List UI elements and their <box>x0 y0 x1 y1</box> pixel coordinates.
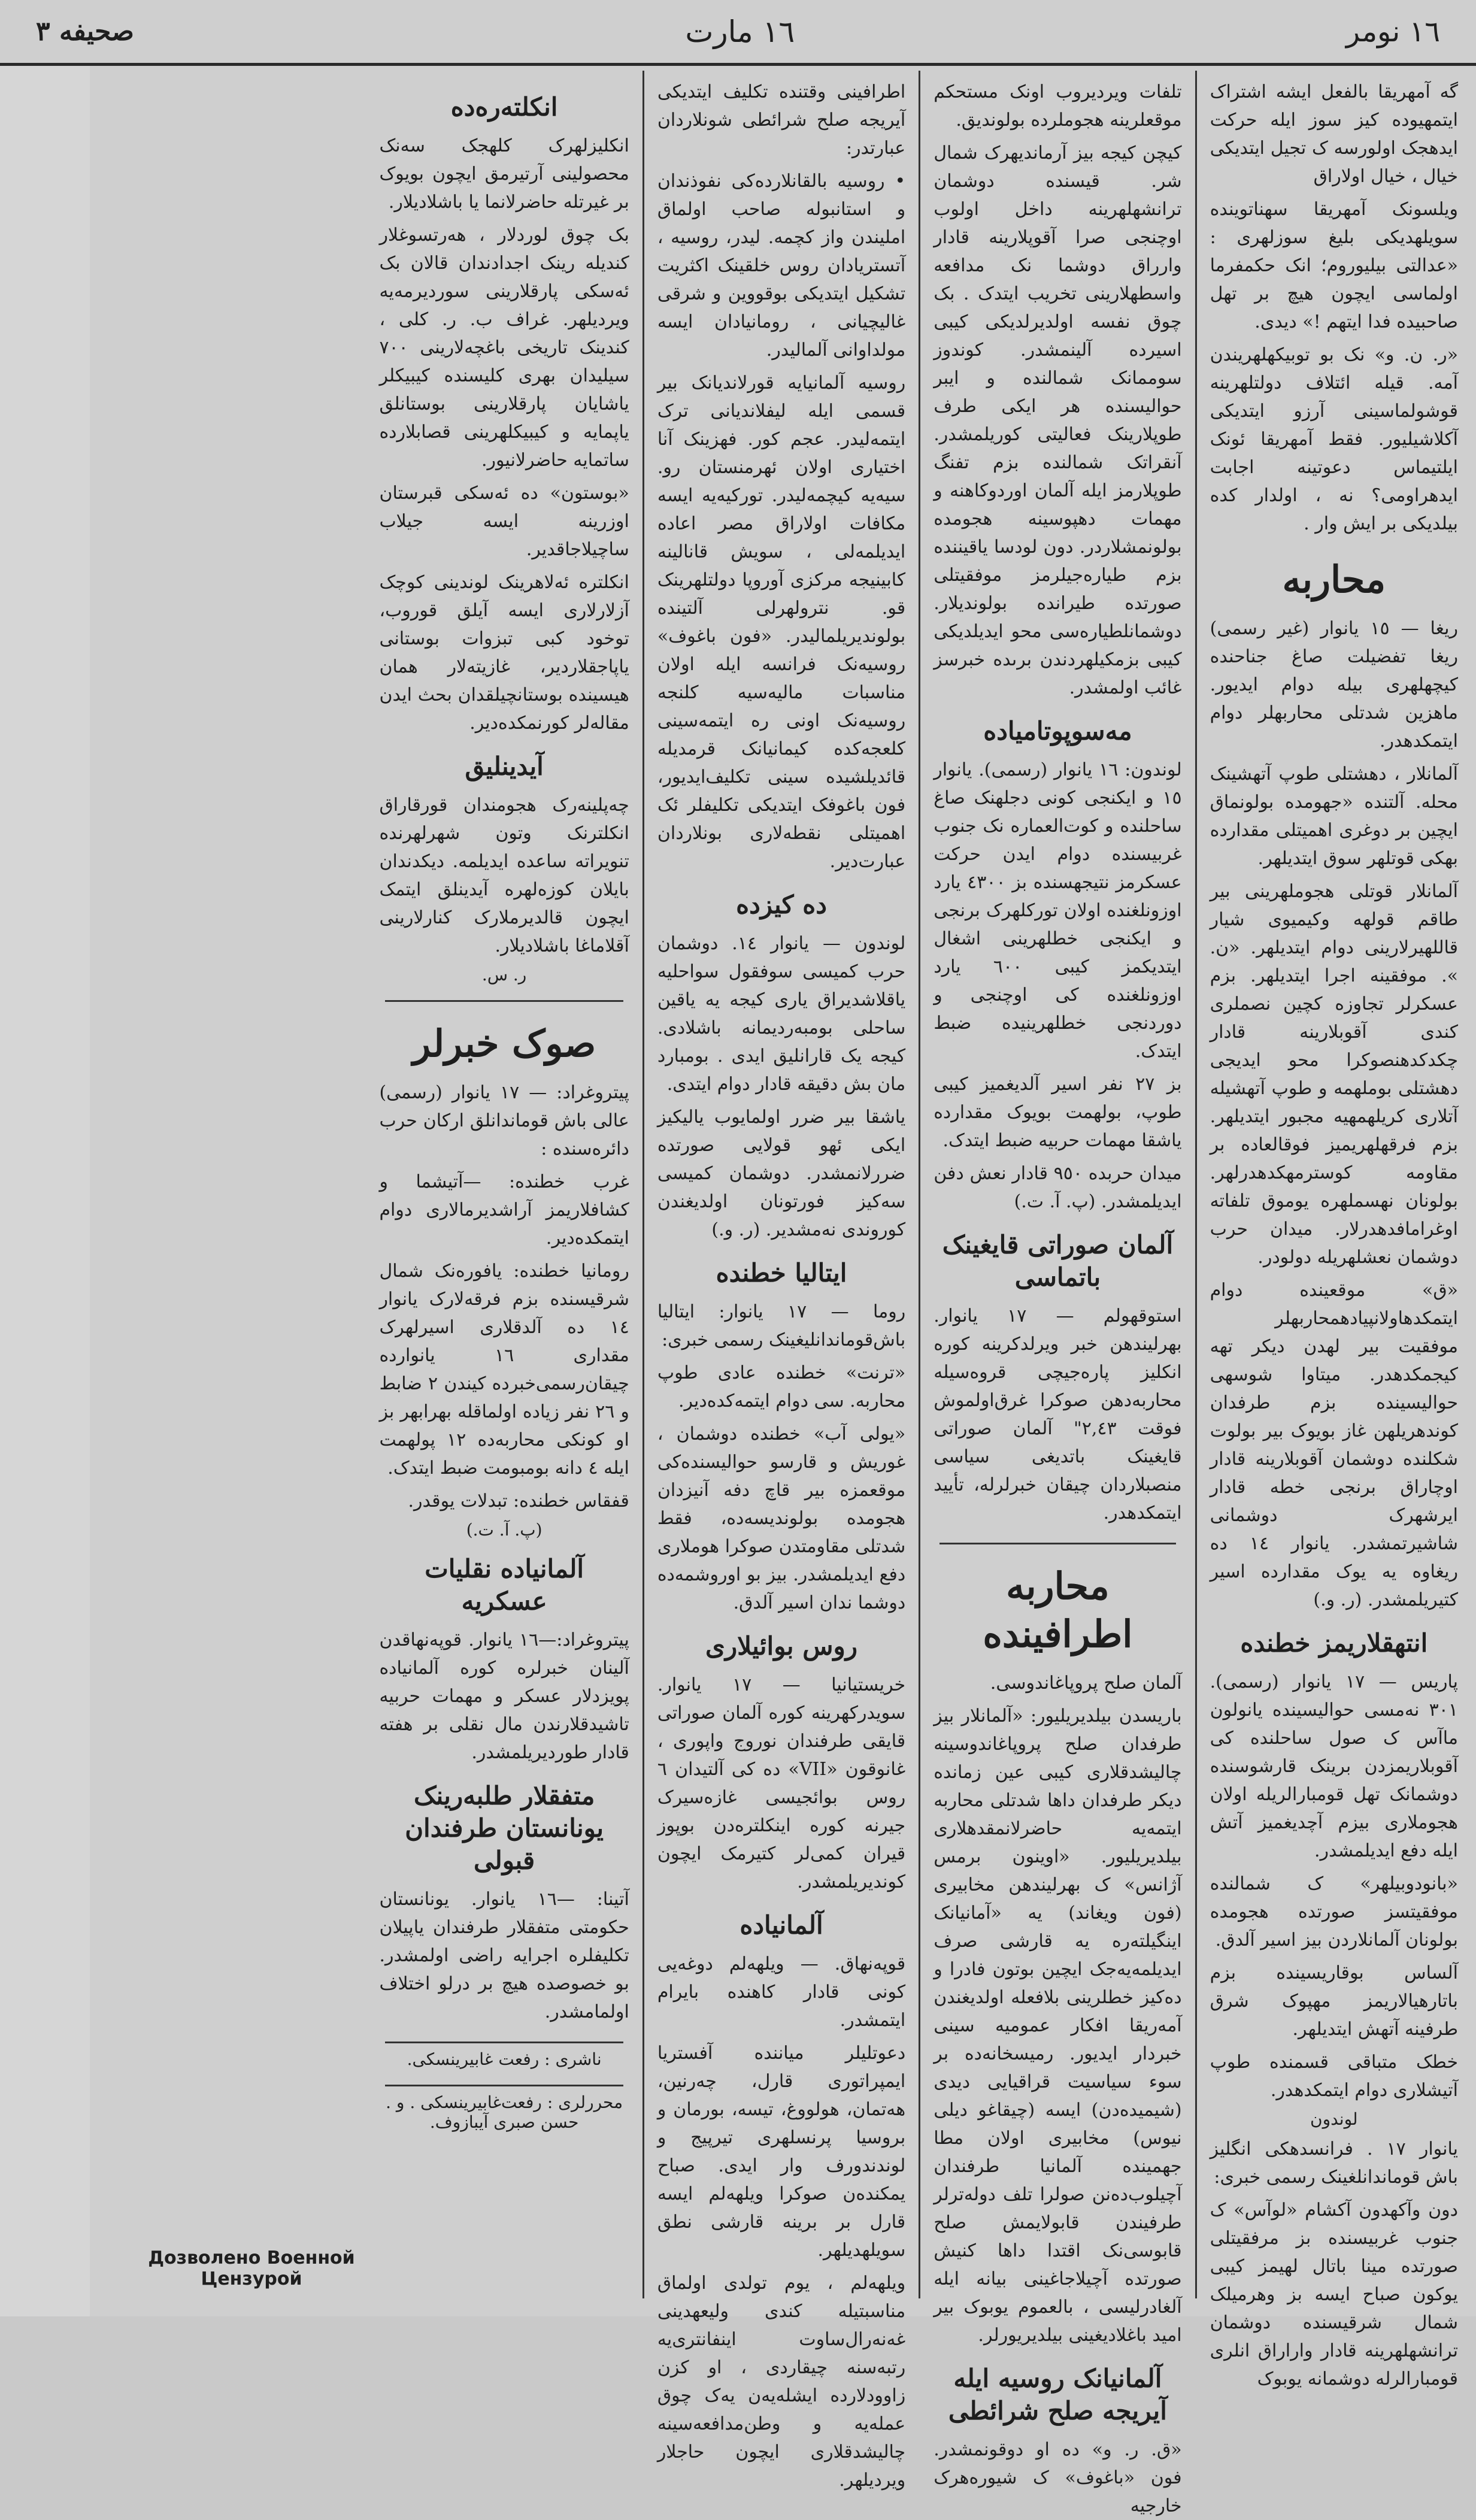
paragraph: باریسدن بیلدیریلیور: «آلمانلار بیز طرفدان صلح پروپاغاندوسینه چالیشدقلاری کیبی عین زمانده دیکر طرفدان داها شدتلی محاربه ایتمه‌یه حاضرلانمقدهلاری بیلدیریلیور. «اوینون برمس آژانس» ک بهرلیندهن مخابیری (فون ویغاند) یه «آمانیانک اینگیلته‌ره یه قارشی صرف ایدیلمه‌یه‌جک ایچین بوتون فادرا و ده‌کیز خطلرینی بلافعله اولدیغندن آمه‌ریقا افکار عمومیه سینی خبردار ایدیور. رمیسخانه‌ده بر سوء سیاسیت قراقیایی دیدی (شیمیده‌دن) ایسه (چیقاغو دیلی نیوس) مخابیری اولان مطا جهمینده آلمانیا طرفندان آچیلوب‌ده‌نن صولرا تلف دوله‌ترلر طرفیندن قابولایمش صلح قابوسی‌نک اقتدا داها کنیش صورتده آچیلاجاغینی بیانه ایله آلغادرلیسی ، بالعموم یوبوک بیر امید باغلادیغینی بیلدیریورلر. <box>934 1706 1182 2346</box>
paragraph: آلمانلار قوتلی هجوملهرینی بیر طاقم قولهه وکیمیوی شیار قاللهیرلارینی دوام ایتدیلهر. «ن. ». موفقینه اجرا ایتدیلهر. بزم عسکرلر تجاوزه کچین نصملری کندی آقوبلارینه قادار چکدکدهنصوکرا محو ایدیجی دهشتلی بوملهمه و طوپ آتهشیله آتلاری کریلهمهیه مجبور ایتدیلهر. بزم فرقهلهریمیز فوقالعاده بر مقاومه کوسترمهکدهدرلهر. بولونان نهسملهره یوموق تلفاته اوغرامافدهدرلار. میدان حرب دوشمان نعشلهریله دولودر. <box>1210 881 1458 1268</box>
paragraph: بک چوق لوردلار ، هه‌رتسوغلار کندیله رینک اجدادندان قالان بک ئه‌سکی پارقلارینی سوردیرمه‌یه ویردیلهر. غراف ب. ر. کلی ، کندینک تاریخی باغچه‌لارینی ٧٠٠ سیلیدان بهری کلیسنده کیبیکلر یاشایان پارقلارینی بوستانلق یاپمایه و کیبیکلهرینی قصابلارده ساتمایه حاضرلانیور. <box>379 225 629 471</box>
divider <box>385 2085 623 2086</box>
section-heading: ایتالیا خطنده <box>716 1258 847 1288</box>
censor-stamp: Дозволено Военной Цензурой <box>148 2248 355 2289</box>
section-heading: آلمانیانک روسیه ایله آیریجه صلح شرائطی <box>948 2364 1167 2425</box>
paragraph: پاریس — ١٧ یانوار (رسمی). ٣٠١ نه‌مسی حوالیسینده یانولون ماآس ک صول ساحلنده کی آقوبلاریمزدن برینک قارشوسنده دوشمانک تهل قومبارالریله اولان هجوملاری بیزم آچدیغمیز آتش ایله دفع ایدیلمشدر. <box>1210 1671 1458 1861</box>
paragraph: لوندون: ١٦ یانوار (رسمی). یانوار ١٥ و ایکنجی کونی دجلهنک صاغ ساحلنده و کوت‌العماره نک جنوب غربیسنده دوام ایدن حرکت عسکرمز نتیجهسنده بز ٤٣٠٠ یارد اوزونلغنده اولان تورکلهرک برنجی و ایکنجی خطلهرینی اشغال ایتدیکمز کیبی ٦٠٠ یارد اوزونلغنده کی اوچنجی و دوردنجی خطلهرینیده ضبط ایتدک. <box>934 759 1182 1062</box>
section-heading: روس بوا‌ئیلاری <box>705 1631 858 1661</box>
paragraph: • روسیه بالقانلارده‌کی نفوذندان و استانبوله صاحب اولماق املیندن واز کچمه. لیدر، روسیه ، آتستریادان روس خلقینک اکثریت تشکیل ایتدیکی بوقووین و شرقی غالیچیانی ، رومانیادان ایسه مولداوانی آلمالیدر. <box>657 171 906 361</box>
divider <box>385 2042 623 2043</box>
paragraph: چه‌پلینه‌رک هجومندان قورقاراق انکلترنک وتون شهرلهرنده تنویراته ساعده ایدیلمه. دیکدندان بایلان کوزه‌لهره آیدینلق ایتمک ایچون قالدیرملارک کنارلارینی آقلاماغا باشلادیلار. <box>379 795 629 956</box>
divider <box>939 1543 1175 1544</box>
paragraph: «ق» موقعینده دوام ایتمکدهاولانپیادهمحاربهلر موفقیت بیر لهدن دیکر تهه کیجمکدهدر. میتاوا شوسهی حوالیسینده بزم طرفدان کوندهریلهن غاز بویوک بیر بولوت شکلنده دوشمان آقوبلارینه قادار اوچاراق برنجی خطه قادار ایرشهرک دوشمانی شاشیرتمشدر. یانوار ١٤ ده ریغاوه یه یوک مقدارده اسیر کتیریلمشدر. (ر. و.) <box>1210 1280 1458 1610</box>
paragraph: خریستیانیا — ١٧ یانوار. سویدرکهرینه کوره آلمان صوراتی قایقی طرفندان نوروج واپوری ، غانوقون «VII» ده کی آلتیدان ٦ روس بوائجیسی غازه‌سیرک جیرنه کوره اینکلتره‌دن بوپوز قیران کمی‌لر کتیرمک ایچون کوندیریلمشدر. <box>657 1674 906 1892</box>
column-center-left <box>642 71 919 2491</box>
issue-number: ١٦ نومر <box>1345 14 1440 49</box>
paragraph: غرب خطنده: —آتیشما و کشافلاریمز آراشدیرمالاری دوام ایتمکده‌دیر. <box>379 1171 629 1249</box>
paragraph: آتینا: —١٦ یانوار. یونانستان حکومتی متفقلار طرفندان یاپیلان تکلیفلره اجرایه راضی اولمشدر. بو خصوصده هیچ بر درلو اختلاف اولمامشدر. <box>379 1889 629 2022</box>
signature: لوندون <box>1310 2109 1358 2129</box>
paragraph: روما — ١٧ یانوار: ایتالیا باش‌قوماندانلیغینک رسمی خبری: <box>657 1301 906 1350</box>
paragraph: روسیه آلمانیایه قورلاندیانک بیر قسمی ایله لیفلاندیانی ترک ایتمه‌لیدر. عجم کور. فهزینک آنا اختیاری اولان ئهرمنستان رو. سیه‌یه کیچمه‌لیدر. تورکیه‌یه ایسه مکافات اولاراق مصر اعاده ایدیلمه‌لی ، سویش قانالینه کابینیجه مرکزی آوروپا دولتلهرینک قو. نترولهرلی آلتینده بولوندیریلمالیدر. «فون باغوف» روسیه‌نک فرانسه ایله اولان مناسبات مالیه‌سیه کلنجه روسیه‌نک اونی ره ایتمه‌سینی کلعجه‌کده کیمانیانک قرمدیله قائدیلشیده سینی تکلیف‌ایدیور، فون باغوفک ایتدیکی تکلیفلر ئک اهمیتلی نقطه‌لاری بونلاردان عبارت‌دیر. <box>657 372 906 872</box>
paragraph: قوپه‌نهاق. — ویلهه‌لم دوغه‌یی کونی قادار کاهنده بایرام ایتمشدر. <box>657 1953 906 2031</box>
paragraph: انکلیزلهرک کلهجک سه‌نک محصولینی آرتیرمق ایچون بویوک بر غیرتله حاضرلانما یا باشلادیلار. <box>379 135 629 213</box>
section-heading: ده‌ کیزده <box>736 890 827 919</box>
paragraph: آلساس بوقاریسینده بزم باتارهیالاریمز مهپوک شرق طرفینه آتهش ایتدیلهر. <box>1210 1962 1458 2040</box>
section-heading: آلمانیاده نقلیات عسکریه <box>425 1554 584 1616</box>
section-heading: انتهقلاریمز خطنده <box>1240 1628 1428 1658</box>
paragraph: آلمانلار ، دهشتلی طوپ آتهشینک محله. آلتنده «جهومده بولونماق ایچین بر دوغری اهمیتلی مقدارده بهکی قوتلهر سوق ایتدیلهر. <box>1210 764 1458 869</box>
paragraph: «یولی آب» خطنده دوشمان ، غوریش و قارسو حوالیسنده‌کی موقعمزه بیر قاچ دفه آنیزدان هجومده بولوندیسه‌ده، فقط شدتلی مقاومتدن صوکرا هوملاری دفع ایدیلمشدر. بیز بو اوروشمه‌ده دوشما ندان اسیر آلدق. <box>657 1423 906 1613</box>
section-heading: انکلته‌ره‌ده <box>450 92 558 122</box>
column-right <box>1195 71 1471 2389</box>
page-number: صحیفه ٣ <box>36 16 134 47</box>
paragraph: لوندون — یانوار ١٤. دوشمان حرب کمیسی سوفقول سواحلیه یاقلاشدیراق یاری کیجه یه یاقین ساحلی بومبه‌ردیمانه باشلادی. کیجه یک قارانلیق ایدی . بومبارد مان بش دقیقه قادار دوام ایتدی. <box>657 933 906 1095</box>
page-header <box>0 0 1476 66</box>
paragraph: «بانودوبیلهر» ک شمالنده موفقیتسز صورتده هجومده بولونان آلمانلاردن بیز اسیر آلدق. <box>1210 1873 1458 1950</box>
columns <box>90 71 1471 2516</box>
masthead-mark: ١٦ مارت <box>685 14 795 49</box>
paragraph: استوقهولم — ١٧ یانوار. بهرلیندهن خبر ویرلدکرینه کوره انکلیز پاره‌جیچی قروه‌سیله محاربه‌دهن صوکرا غرق‌اولموش فوقت ٢,٤٣" آلمان صوراتی قایغینک باتدیغی سیاسی منصبلاردان چیقان خبرلرله، تأیید ایتمکدهدر. <box>934 1306 1182 1523</box>
paragraph: یانوار ١٧ . فرانسدهکی انگلیز باش قوماندانلغینک رسمی خبری: <box>1210 2139 1458 2188</box>
paragraph: قفقاس خطنده: تبدلات یوقدر. <box>408 1491 629 1512</box>
signature: ناشری : رفعت غابیرینسکی. <box>407 2049 602 2069</box>
paragraph: «ق. ر. و» ده او دوقونمشدر. فون «باغوف» ک شیوره‌هرک خارجیه <box>934 2439 1182 2516</box>
paragraph: خطک متباقی قسمنده طوپ آتیشلاری دوام ایتمکدهدر. <box>1210 2052 1458 2101</box>
paragraph: یاشقا بیر ضرر اولمایوب یالیکیز ایکی ئهو قولایی صورتده ضررلانمشدر. دوشمان کمیسی سه‌کیز فورتونان اولدیغندن کوروندی نه‌مشدیر. (ر. و.) <box>657 1107 906 1240</box>
paragraph: رومانیا خطنده: یافوره‌نک شمال شرقیسنده بزم فرقه‌لارک یانوار ١٤ ده آلدقلاری اسیرلهرک مقداری ١٦ یانوارده چیقان‌رسمی‌خبرده کیندن ٢ ضابط و ٢٦ نفر زیاده اولماقله بهرابهر بز او کونکی محاربه‌ده ١٢ پولهمت ایله ٤ دانه بومبومت ضبط ایتدک. <box>379 1261 629 1479</box>
paragraph: گه آمهریقا بالفعل ایشه اشتراک ایتمهیوده کیز سوز ایله حرکت ایدهجک اولورسه ک تجیل ایتدیکی خیال ، خیال اولاراق <box>1210 81 1458 187</box>
paragraph: ویلسونک آمهریقا سهناتوینده سویلهدیکی بلیغ سوزلهری : «عدالتی بیلیوروم؛ انک حکمفرما اولماسی ایچون هیچ بر تهل صاحبیده فدا ایتهم !» دیدی. <box>1210 199 1458 332</box>
paragraph: ریغا — ١٥ یانوار (غیر رسمی) ریغا تفضیلت صاغ جناحنده کیچهلهری بیله دوام ایدیور. ماهزین شدتلی محاربهلر دوام ایتمکدهدر. <box>1210 618 1458 752</box>
section-heading: مه‌سوپوتامیاده <box>983 716 1132 746</box>
paragraph: «ر. ن. و» نک بو توبیکهلهریندن آمه. قیله ائتلاف دولتلهرینه قوشولماسینی آرزو ایتدیکی آکلاشیلیور. فقط آمهریقا ئونک ایلتیماس دعوتینه اجابت ایدهراومی؟ نه ، اولدار کده بیلدیکی بر ایش وار . <box>1210 344 1458 534</box>
paragraph: اطرافینی وقتنده تکلیف ایتدیکی آیریجه صلح شرائطی شونلاردان عبارتدر: <box>657 81 906 159</box>
section-heading-ornamental: محاربه <box>1282 558 1386 601</box>
paragraph: پیتروغراد: — ١٧ یانوار (رسمی) عالی باش قوماندانلق ارکان حرب دائره‌سنده : <box>379 1082 629 1159</box>
signature: (پ. آ. ت.) <box>466 1520 542 1540</box>
section-heading: آلمان صوراتی قایغینک باتماسی <box>942 1230 1174 1292</box>
paragraph: انکلتره ئه‌لاهرینک لوندینی کوچک آزلارلاری ایسه آیلق قوروب، توخود کبی تبزوات بوستانی یاپاجقلاردیر، غازیته‌لار همان هیسینده بوستانچیلقدان بحث ایدن مقاله‌لر کورنمکده‌دیر. <box>379 572 629 734</box>
section-heading-large: محاربه اطرافینده <box>983 1564 1133 1656</box>
section-heading-large: صوک خبرلر <box>413 1022 596 1065</box>
paragraph: بز ٢٧ نفر اسیر آلدیغمیز کیبی طوپ، بولهمت بویوک مقدارده یاشقا مهمات حربیه ضبط ایتدک. <box>934 1074 1182 1151</box>
paragraph: آلمان صلح پروپاغاندوسی. <box>990 1673 1182 1694</box>
paragraph: دعوتلیلر میاننده آفستریا ایمپراتوری قارل، چه‌رنین، هه‌تمان، هولووغ، تیسه، بورمان و بروسیا پرنسلهری تیرپیج و لوندندورف وار ایدی. صباح یمکنده‌ن صوکرا ویلهه‌لم ایسه قارل بر برینه قارشی نطق سویلهدیلهر. <box>657 2043 906 2261</box>
divider <box>385 1000 623 1002</box>
paragraph: «ترنت» خطنده عادی طوپ محاربه. سی دوام ایتمه‌کده‌دیر. <box>657 1362 906 1412</box>
paragraph: تلفات ویردیروب اونک مستحکم موقعلرینه هجوملرده بولوندیق. <box>934 81 1182 131</box>
signature: ر. س. <box>481 965 527 985</box>
section-heading: آیدینلیق <box>465 752 544 781</box>
paragraph: پیتروغراد:—١٦ یانوار. قوپه‌نهاقدن آلینان خبرلره کوره آلمانیاده پویزدلار عسکر و مهمات حربیه تاشیدقلارندن مال نقلی بر هفته قادار طوردیریلمشدر. <box>379 1629 629 1763</box>
section-heading: متفقلار طلبه‌رینک یونانستان طرفندان قبولی <box>405 1781 604 1875</box>
page-margin <box>0 66 90 2316</box>
paragraph: کیچن کیجه بیز آرماندیهرک شمال شر. قیسنده دوشمان ترانشهلهرینه داخل اولوب اوچنجی صرا آقوپلارینه قادار وارراق دوشما نک مدافعه واسطهلارینی تخریب ایتدک . بک چوق نفسه اولدیرلدیکی کیبی اسیرده آلینمشدر. کوندوز سوممانک شمالنده و ایبر حوالیسنده هر ایکی طرف طوپلارینک فعالیتی کوریلمشدر. آنقراتک شمالنده بزم تفنگ طوپلارمز ایله آلمان اوردوکاهنه و مهمات دهپوسینه هجومده بولونمشلاردر. دون لودسا یاقیننده بزم طیاره‌جیلرمز موفقیتلی صورتده طیرانده بولوندیلار. دوشمانلطیاره‌سی محو ایدیلدیکی کیبی بزمکیلهردندن برىده خبرسز غائب اولمشدر. <box>934 143 1182 698</box>
column-left <box>366 71 642 2298</box>
paragraph: دون وآکهدون آکشام «لوآس» ک جنوب غربیسنده بز مرفقیتلی صورتده مینا باتال لهیمز کیبی یوکون صباح ایسه بز وهرمیلک شمال شرقیسنده دوشمان ترانشهلهرینه قادار واراراق انلری قومبارالرله دوشمانه یوبوک <box>1210 2200 1458 2389</box>
section-heading: آلمانیاده <box>739 1910 823 1940</box>
paragraph: ویلهه‌لم ، یوم تولدی اولماق مناسبتیله کندی ولیعهدینی غه‌نه‌رال‌ساوت ‌اینفانتری‌یه رتبه‌سنه چیقاردی ، او کزن زاوودلارده ایشله‌یه‌ن یه‌ک چوق عمله‌یه و وطن‌مدافعه‌سینه چالیشدقلاری ایچون حاجلار ویردیلهر. <box>657 2273 906 2491</box>
paragraph: «بوستون» ده ئه‌سکی قبرستان اوزرینه ایسه جیلاب ساچیلاجاقدیر. <box>379 483 629 560</box>
paragraph: میدان حربده ٩٥٠ قادار نعش دفن ایدیلمشدر. (پ. آ. ت.) <box>934 1163 1182 1212</box>
signature: محررلری : رفعت‌غابیرینسکی . و . حسن صبری آیبازوف. <box>386 2092 623 2132</box>
column-center-right <box>919 71 1195 2516</box>
